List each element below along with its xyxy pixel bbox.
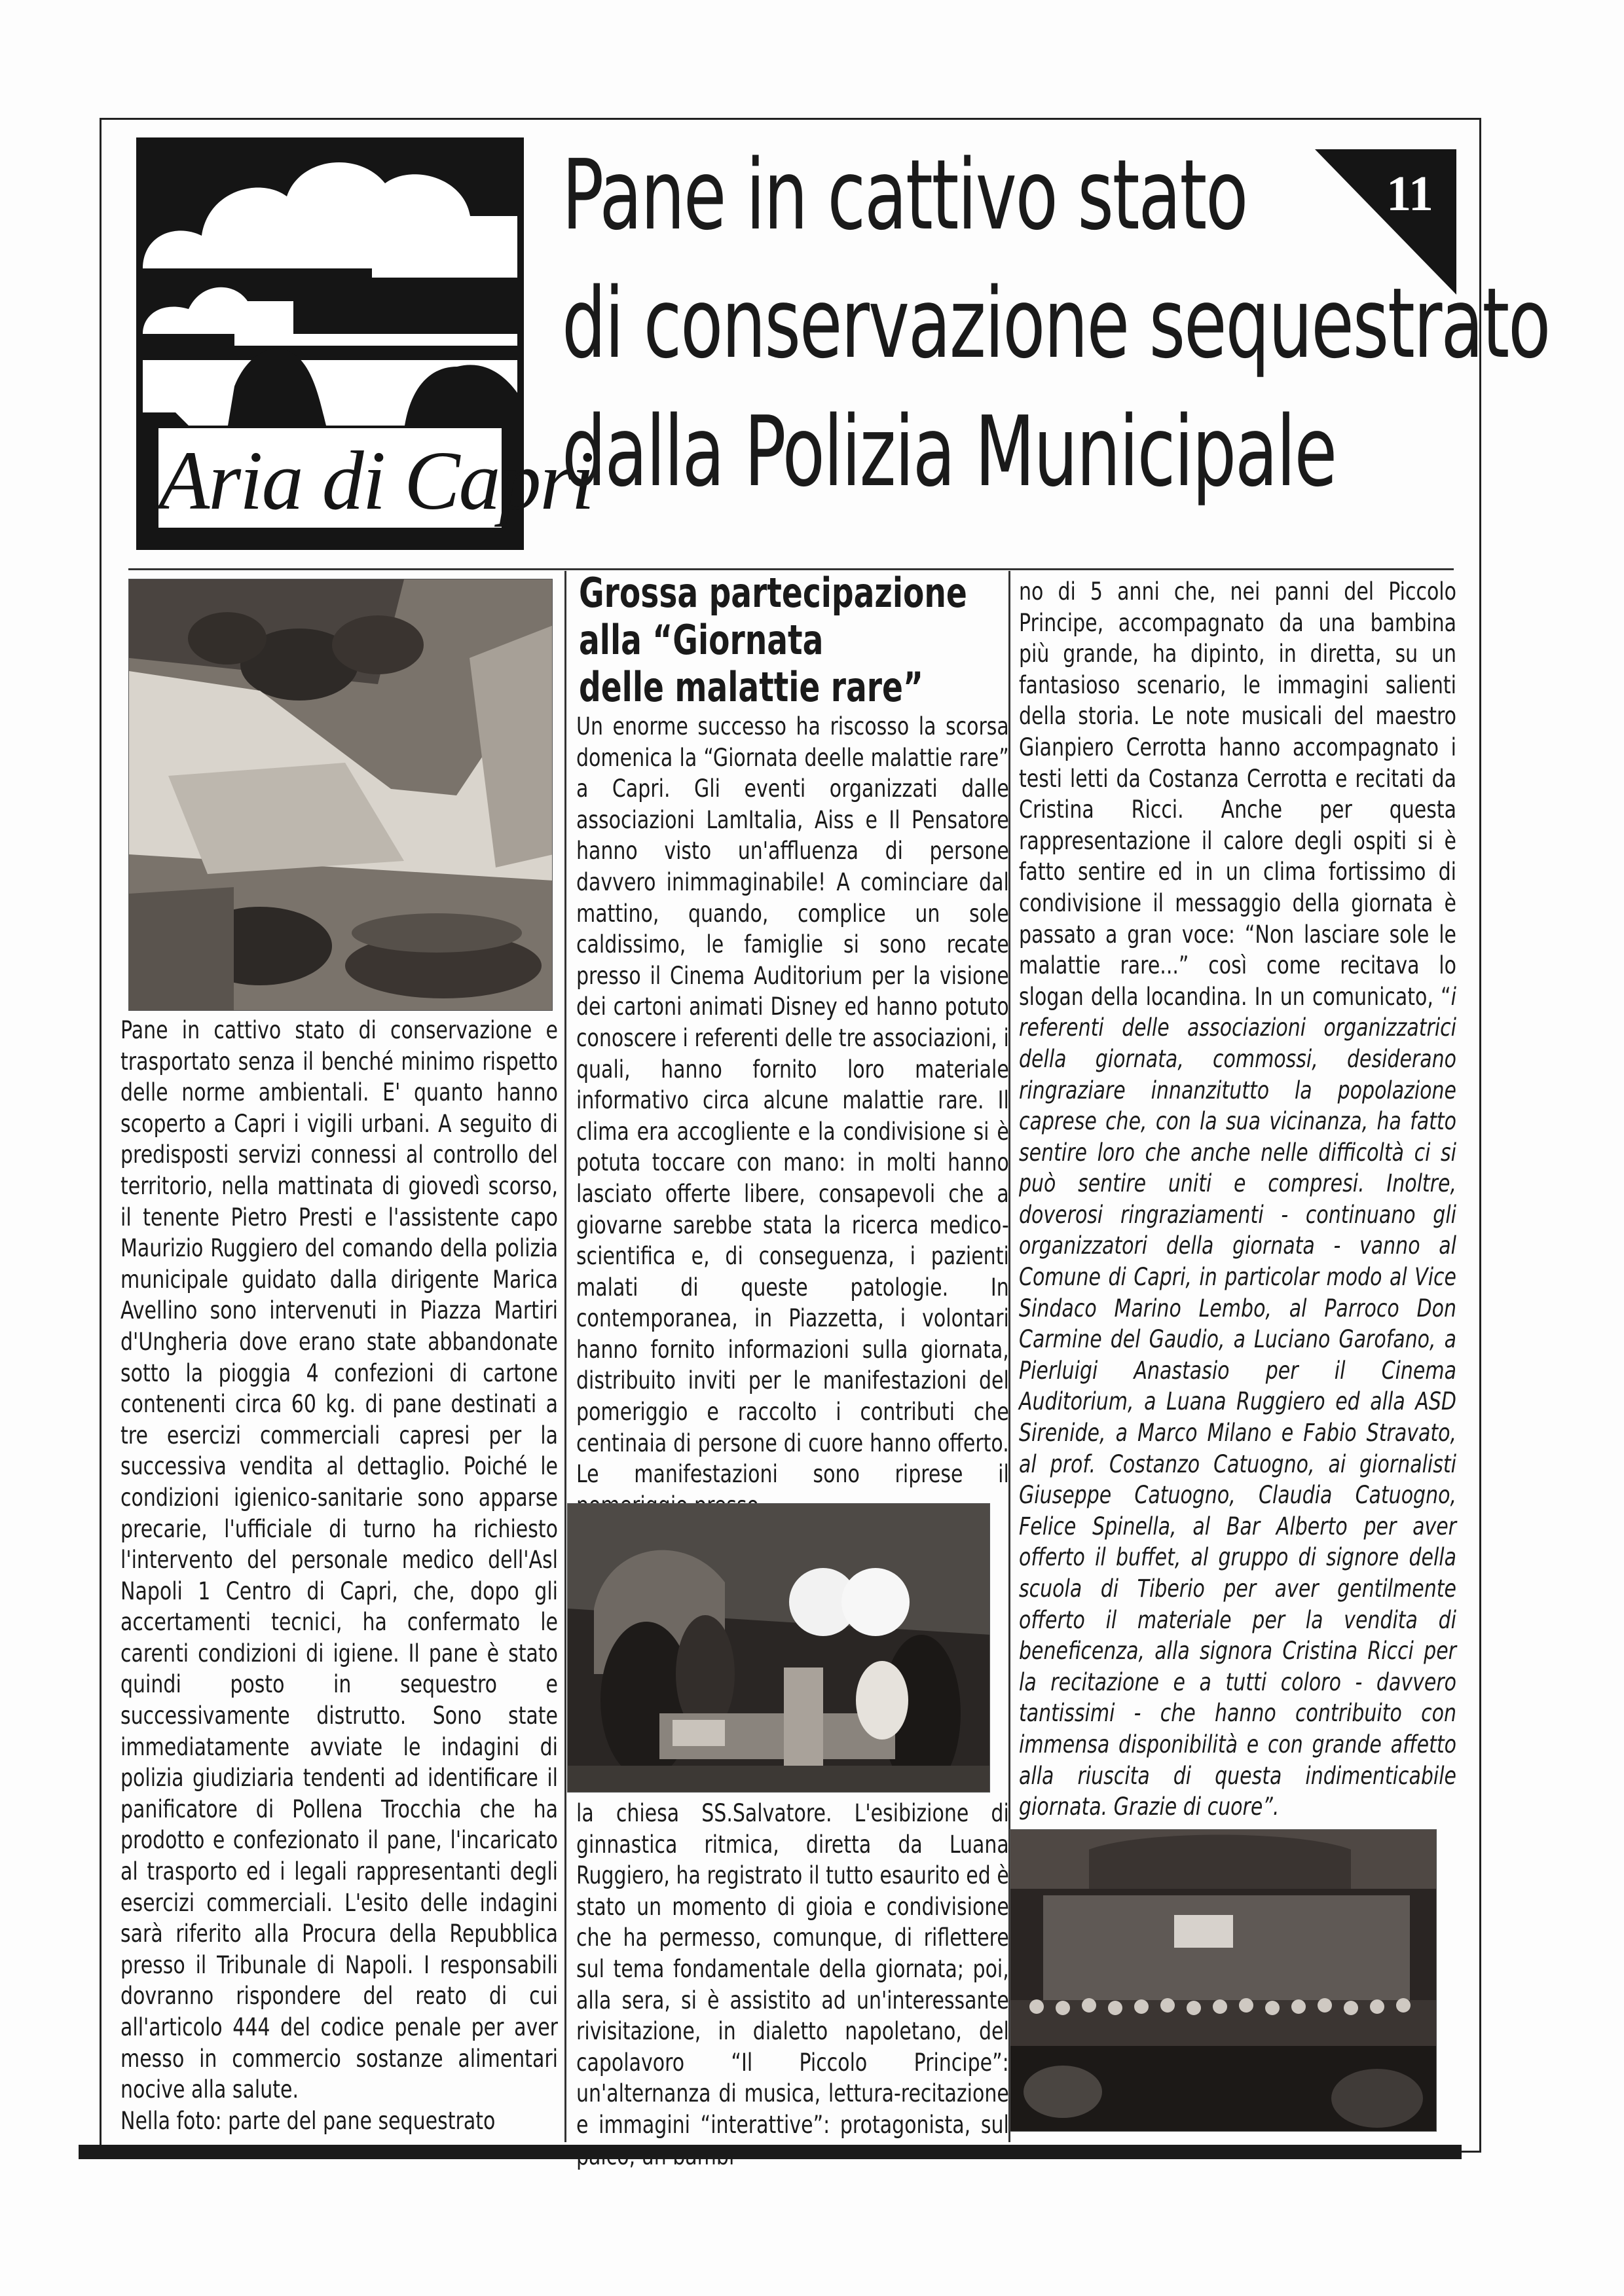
article-middle-text-2 <box>576 1798 1009 2172</box>
article-left-text <box>120 1015 558 2136</box>
photo-seized-bread <box>128 579 553 1011</box>
article-middle-title-line-2: alla “Giornata <box>579 616 824 664</box>
article-middle-body-2: la chiesa SS.Salvatore. L'esibizione di ginnastica ritmica, diretta da Luana Ruggiero, ha registrato il tutto esaurito ed è stato un momento di gioia e condivisione che ha permesso, comunque, di riflettere sul tema fondamentale della giornata; poi, alla sera, si è assistito ad un'interessante rivisitazione, in dialetto napoletano, del capolavoro “Il Piccolo Principe”: un'alternanza di musica, lettura-recitazione e immagini “interattive”: protagonista, sul <box>576 1798 1009 2139</box>
article-right-quote-end: ”. <box>1263 1792 1280 1821</box>
page-number-badge <box>1315 149 1456 295</box>
photo-event-stand <box>567 1503 990 1793</box>
page-number: 11 <box>1386 166 1433 221</box>
headline-line-1: Pane in cattivo stato <box>562 139 1247 251</box>
column-divider-1 <box>564 571 566 2142</box>
article-middle-title <box>579 569 967 711</box>
masthead-logo <box>136 137 593 550</box>
headline-line-3: dalla Polizia Municipale <box>562 395 1336 508</box>
headline-line-2: di conservazione sequestrato <box>562 267 1550 380</box>
article-middle-title-line-3: delle malattie rare” <box>579 663 923 711</box>
logo-name: Aria di Capri <box>156 426 504 530</box>
article-left-body: Pane in cattivo stato di conservazione e trasportato senza il benché minimo rispetto delle norme ambientali. E' quanto hanno scoperto a Capri i vigili urbani. A seguito di predisposti servizi connessi al controllo del territorio, nella mattinata di giovedì scorso, il tenente Pietro Presti e l'assistente capo Maurizio Ruggiero del comando della polizia municipale guidato dalla dirigente Marica Avellino sono intervenuti in Piazza Martiri d'Ungheria dove erano state abbandonate sotto la pioggia 4 confezioni di cartone contenenti circa 60 kg. di pane destinati a tre esercizi commerciali capresi per la successiva vendita al dettaglio. Poiché le condizioni igienico-sanitarie sono apparse precarie, l'ufficiale di turno ha richiesto l'intervento del personale medico dell'Asl Napoli 1 Centro di Capri, che, dopo gli accertamenti tecnici, ha confermato le carenti condizioni di igiene. Il pane è stato quindi posto in sequestro e successivamente distrutto. Sono state immediatamente avviate le indagini di polizia giudiziaria tendenti ad identificare il panificatore di Pollena Trocchia che ha prodotto e confezionato il pane, l'incaricato al trasporto ed i legali rappresentanti degli esercizi commerciali. L'esito delle indagini sarà riferito alla Procura della Repubblica presso il Tribunale di Napoli. I responsabili dovranno rispondere del reato di cui all'articolo 444 del codice penale per aver messo in commercio sostanze alimentari nocive alla salute. <box>120 1015 558 2104</box>
article-right-body: no di 5 anni che, nei panni del Piccolo Principe, accompagnato da una bambina più grande, ha dipinto, in diretta, su un fantasioso scenario, le immagini salienti della storia. Le note musicali del maestro Gianpiero Cerrotta hanno accompagnato i testi letti da Costanza Cerrotta e recitati da Cristina Ricci. Anche per questa rappresentazione il calore degli ospiti si è fatto sentire ed in un clima fortissimo di condivisione il messaggio della giornata è passato a gran voce: “Non lasciare sole le malattie rare...” così come recitava lo slogan della locandina. In un comunicato, “ <box>1019 577 1456 1011</box>
article-middle-body-1: Un enorme successo ha riscosso la scorsa domenica la “Giornata deelle malattie rare” a Capri. Gli eventi organizzati dalle associazioni LamItalia, Aiss e Il Pensatore hanno visto un'affluenza di persone davvero inimmaginabile! A cominciare dal mattino, quando, complice un sole caldissimo, le famiglie si sono recate presso il Cinema Auditorium per la visione dei cartoni animati Disney ed hanno potuto conoscere i referenti delle tre associazioni, i quali, hanno fornito loro materiale informativo circa alcune malattie rare. Il clima era accogliente e la condivisione si è potuta toccare con mano: in molti hanno lasciato offerte libere, consapevoli che a giovarne sarebbe stata la ricerca medico-scientifica e, di conseguenza, i pazienti malati di queste patologie. In contemporanea, in Piazzetta, i volontari hanno fornito informazioni sulla giornata, distribuito inviti per le manifestazioni del pomeriggio e raccolto i contributi che centinaia di persone di cuore hanno offerto. Le manifestazioni sono riprese il <box>576 712 1009 1489</box>
article-right-quote: i referenti delle associazioni organizzatrici della giornata, commossi, desiderano ringraziare innanzitutto la popolazione caprese che, con la sua vicinanza, ha fatto sentire loro che anche nelle difficoltà ci si può sentire uniti e compresi. Inoltre, doverosi ringraziamenti - continuano gli organizzatori della giornata - vanno al Comune di Capri, in particolar modo al Vice Sindaco Marino Lembo, al Parroco Don Carmine del Gaudio, a Luciano Garofano, a Pierluigi Anastasio per il Cinema Auditorium, a Luana Ruggiero ed alla ASD Sirenide, a Marco Milano e Fabio Stravato, al prof. Costanzo Catuogno, ai giornalisti Giuseppe Catuogno, Claudia Catuogno, Felice Spinella, al Bar Alberto per aver offerto il buffet, al gruppo di signore della scuola di Tiberio per aver gentilmente offerto il materiale per la vendita di beneficenza, alla signora Cristina Ricci per la recitazione e a tutti coloro - davvero tantissimi - che hanno contribuito con immensa disponibilità e con grande affetto alla riuscita di questa indimenticabile giornata. Grazie di cuore <box>1019 981 1456 1821</box>
bottom-rule <box>79 2145 1462 2159</box>
photo-caption: Nella foto: parte del pane sequestrato <box>120 2105 496 2135</box>
photo-stage-performance <box>1010 1829 1437 2132</box>
article-middle-title-line-1: Grossa partecipazione <box>579 569 967 617</box>
article-middle-text-1 <box>576 711 1009 1521</box>
article-right-text <box>1019 576 1456 1823</box>
